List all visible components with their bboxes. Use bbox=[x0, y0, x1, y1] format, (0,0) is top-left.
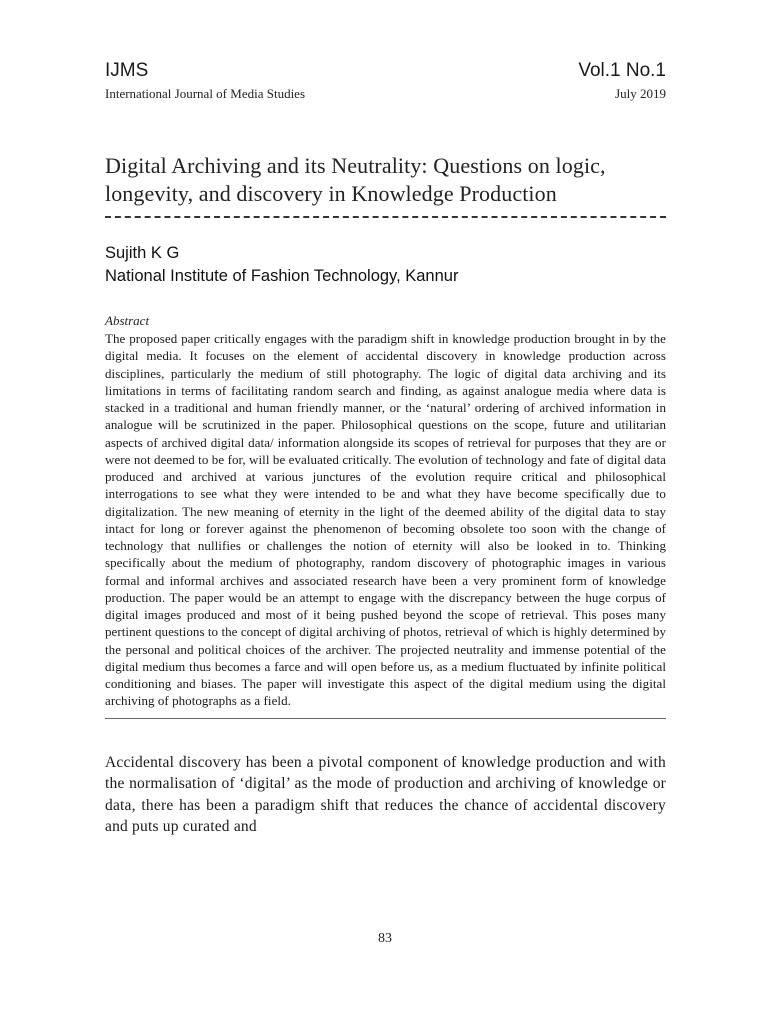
issue-date: July 2019 bbox=[615, 86, 666, 101]
article-title: Digital Archiving and its Neutrality: Questions on logic, longevity, and discovery in Knowledge Production bbox=[105, 153, 606, 206]
paper-page bbox=[105, 58, 666, 838]
author-affiliation: National Institute of Fashion Technology, Kannur bbox=[105, 267, 459, 285]
journal-abbreviation: IJMS bbox=[105, 60, 149, 81]
running-subheader bbox=[105, 86, 666, 102]
abstract-divider bbox=[105, 718, 666, 719]
body-paragraph: Accidental discovery has been a pivotal component of knowledge production and with the normalisation of ‘digital’ as the mode of production and archiving of knowledge or data, there has been a paradigm shift that reduces the chance of accidental discovery and puts up curated and bbox=[105, 753, 666, 835]
running-header bbox=[105, 58, 666, 84]
journal-name: International Journal of Media Studies bbox=[105, 86, 306, 101]
page-number: 83 bbox=[378, 931, 392, 946]
abstract-heading: Abstract bbox=[105, 313, 150, 328]
volume-number: Vol.1 No.1 bbox=[578, 60, 666, 81]
title-divider bbox=[105, 216, 666, 218]
abstract-body: The proposed paper critically engages with the paradigm shift in knowledge production brought in by the digital media. It focuses on the element of accidental discovery in knowledge production across disciplines, particularly the medium of still photography. The logic of digital data archiving and its limitations in terms of facilitating random search and finding, as against analogue media where data is stacked in a traditional and human friendly manner, or the ‘natural’ ordering of archived information in analogue will be scrutinized in the paper. Philosophical questions on the scope, future and utilitarian aspects of archived digital data/ information alongside its scopes of retrieval for purposes that they are or were not deemed to be for, will be evaluated critically. The evolution of technology and fate of digital data produced and archived at various junctures of the evolution require critical and philosophical interrogations to see what they were intended to be and what they have become specifically due to digitalization. The new meaning of eternity in the light of the deemed ability of the digital data to stay intact for long or forever against the phenomenon of becoming obsolete too soon with the change of technology that nullifies or challenges the notion of eternity will also be looked in to. Thinking specifically about the medium of photography, random discovery of photographic images in various formal and informal archives and associated research have been a very prominent form of knowledge production. The paper would be an attempt to engage with the discrepancy between the huge corpus of digital images produced and most of it being pushed beyond the scope of retrieval. This poses many pertinent questions to the concept of digital archiving of photos, retrieval of which is highly determined by the personal and political choices of the archiver. The projected neutrality and immense potential of the digital medium thus becomes a farce and will open before us, as a medium fluctuated by infinite political conditioning and biases. The paper will investigate this aspect of the digital medium using the digital archiving of photographs as a field. bbox=[105, 331, 666, 709]
author-name: Sujith K G bbox=[105, 244, 180, 262]
